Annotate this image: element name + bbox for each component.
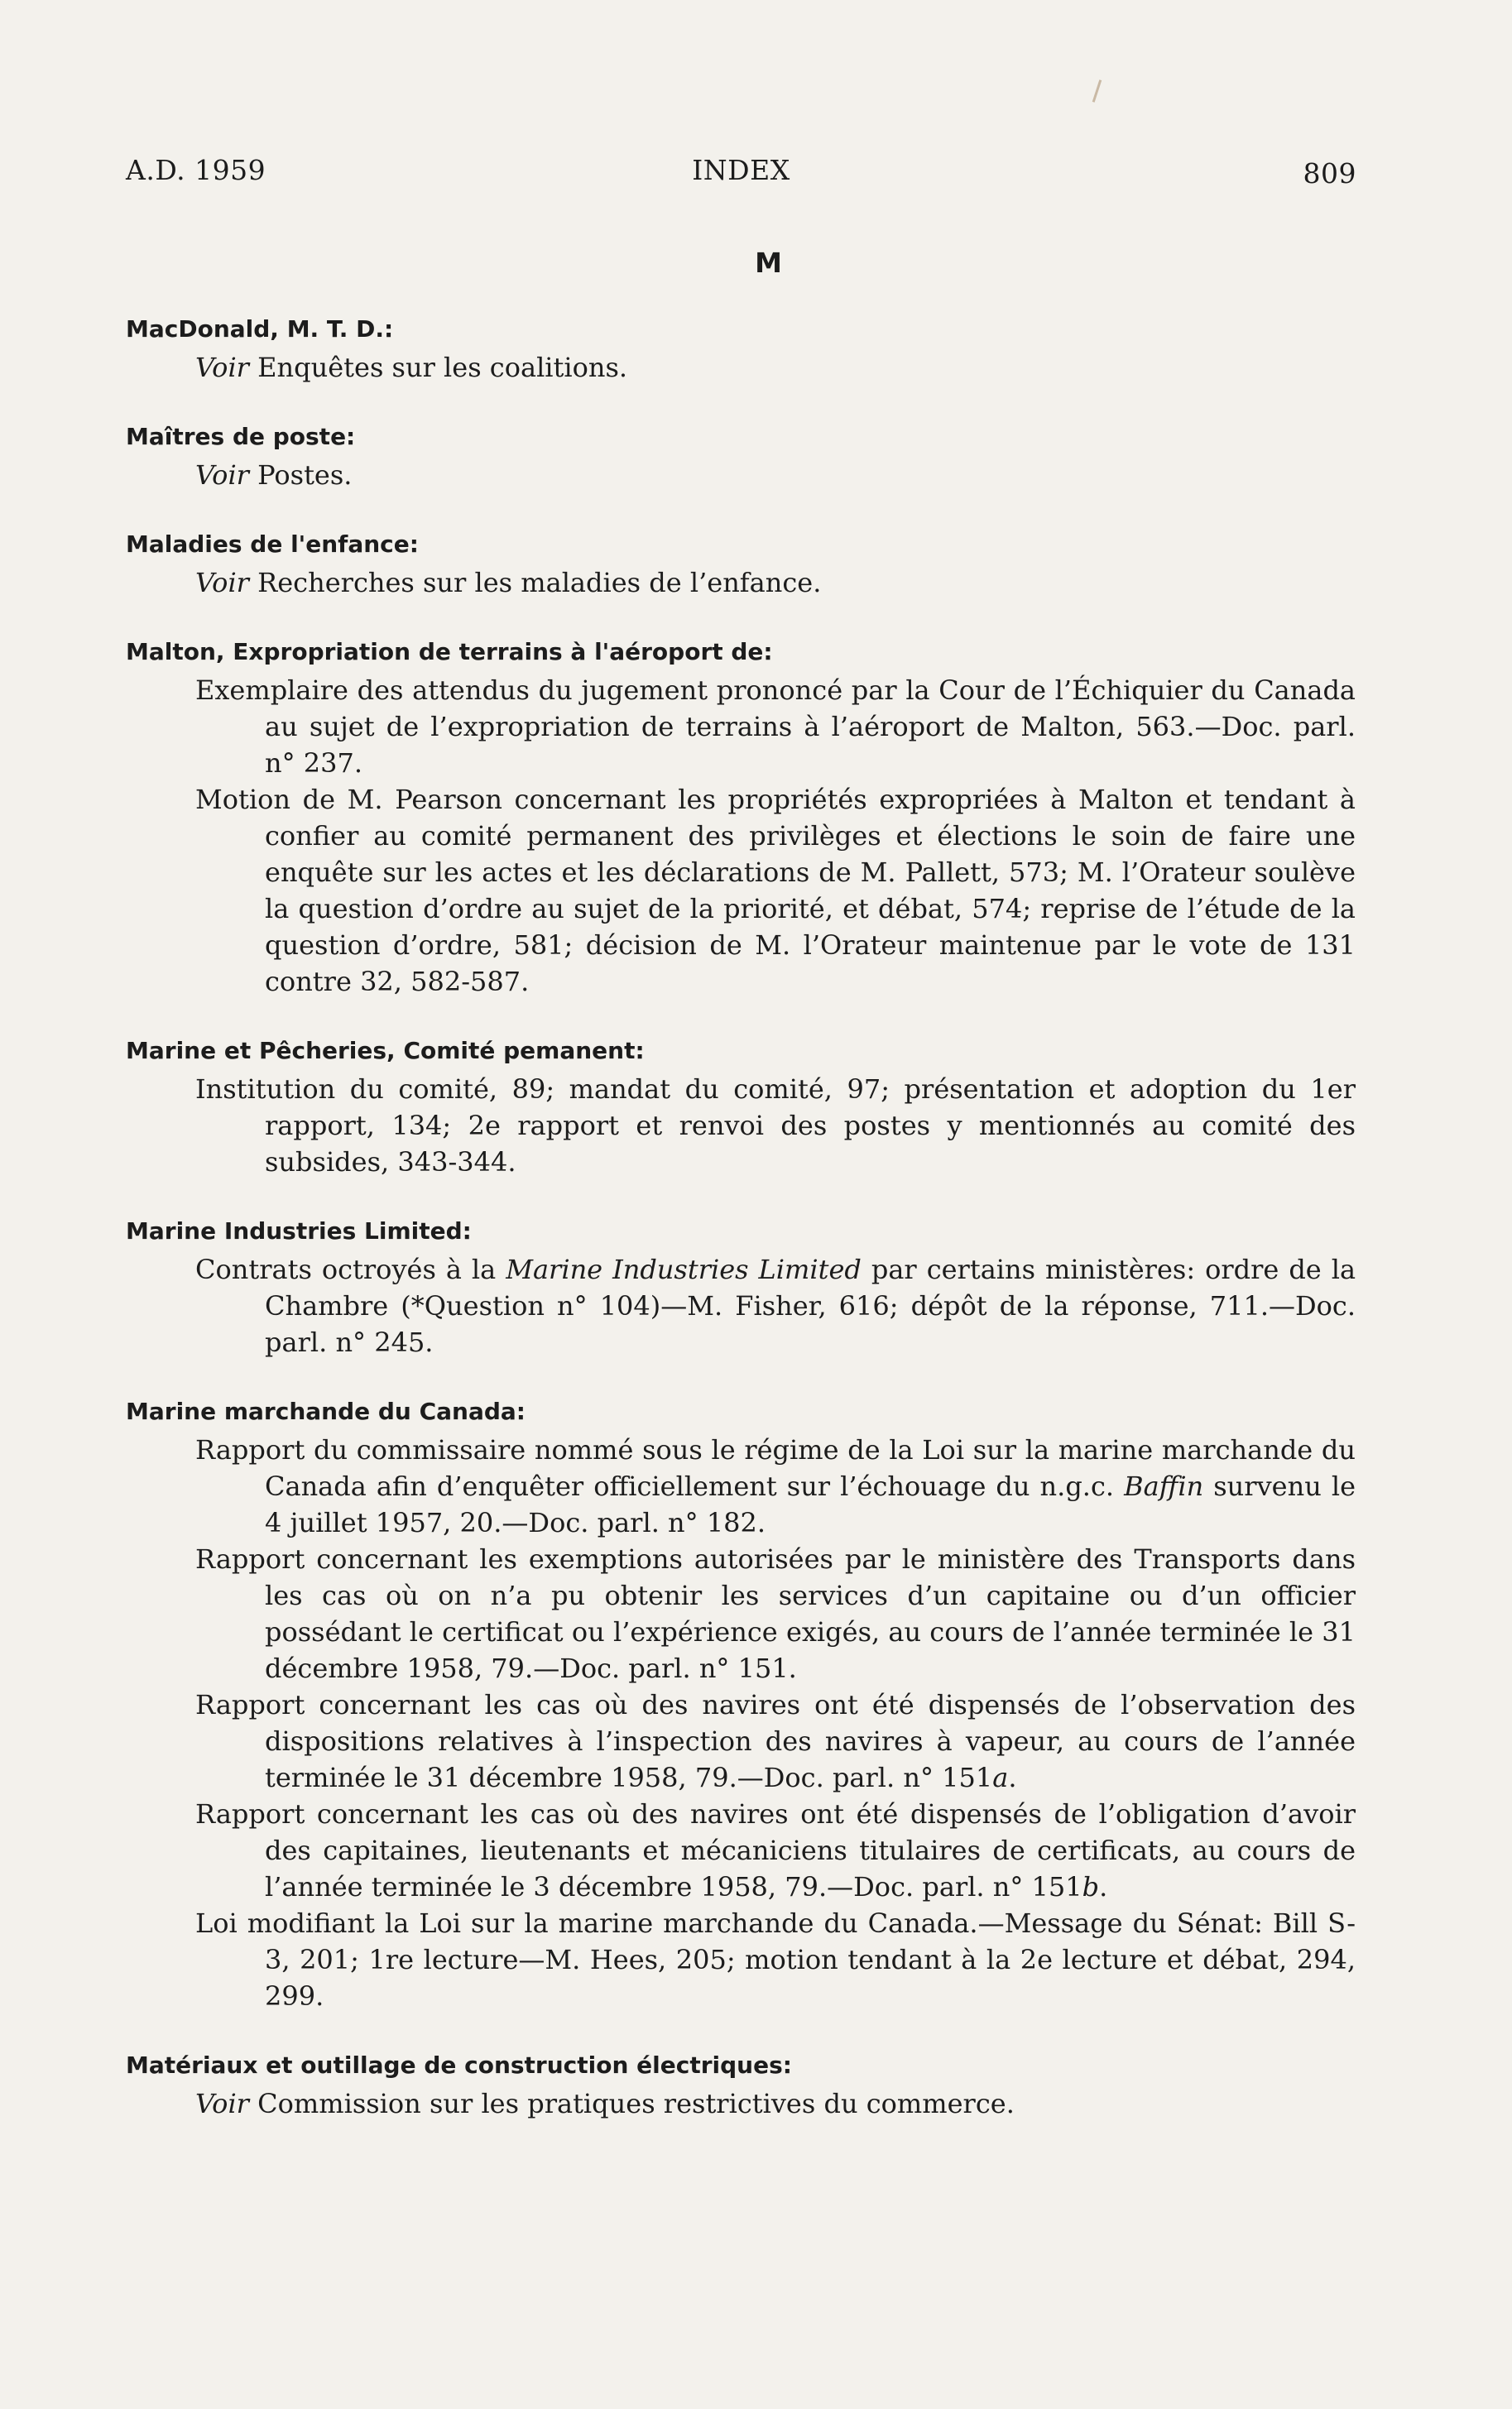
entry-item: Rapport concernant les exemptions autorisées par le ministère des Transports dans les cas où on n’a pu obtenir les services d’un capitaine ou d’un officier possédant le certificat ou l’expérience exigés, au cours de l’année terminée le 31 décembre 1958, 79.—Doc. parl. n° 151. (195, 1543, 1356, 1684)
index-entry (126, 2047, 1356, 2122)
index-entries (126, 311, 1356, 2155)
index-entry (126, 634, 1356, 1000)
index-entry (126, 1394, 1356, 2014)
entry-item (195, 1687, 1356, 1796)
item-text: Rapport concernant les cas où des navires ont été dispensés de l’observation des dispositions relatives à l’inspection des navires à vapeur, au cours de l’année terminée le 31 décembre 1958, 79.—Doc. parl. n° 151 (195, 1689, 1356, 1793)
item-text: par certains ministères: ordre de la Chambre (*Question n° 104)—M. Fisher, 616; dépôt de la réponse, 711.—Doc. parl. n° 245. (265, 1254, 1356, 1358)
index-entry (126, 419, 1356, 493)
index-entry (126, 526, 1356, 601)
entry-item: Motion de M. Pearson concernant les propriétés expropriées à Malton et tendant à confier au comité permanent des privilèges et élections le soin de faire une enquête sur les actes et les déclarations de M. Pallett, 573; M. l’Orateur soulève la question d’ordre au sujet de la priorité, et débat, 574; reprise de l’étude de la question d’ordre, 581; décision de M. l’Orateur maintenue par le vote de 131 contre 32, 582-587. (195, 784, 1356, 997)
running-head (126, 154, 1356, 194)
see-target: Recherches sur les maladies de l’enfance. (248, 567, 822, 598)
entry-heading: Matériaux et outillage de construction électriques: (126, 2051, 792, 2079)
see-prefix: Voir (195, 352, 249, 383)
entry-heading: Malton, Expropriation de terrains à l'aéroport de: (126, 638, 773, 665)
entry-heading: Maladies de l'enfance: (126, 530, 419, 558)
entry-heading: Marine et Pêcheries, Comité pemanent: (126, 1037, 645, 1064)
entry-item (195, 1251, 1356, 1360)
entry-item: Exemplaire des attendus du jugement prononcé par la Cour de l’Échiquier du Canada au sujet de l’expropriation de terrains à l’aéroport de Malton, 563.—Doc. parl. n° 237. (195, 674, 1356, 779)
item-italic-text: b (1082, 1871, 1100, 1903)
see-target: Enquêtes sur les coalitions. (248, 352, 628, 383)
entry-heading: Marine marchande du Canada: (126, 1398, 526, 1425)
entry-item (195, 1796, 1356, 1905)
item-italic-text: Baffin (1124, 1471, 1204, 1502)
entry-item (195, 1432, 1356, 1541)
item-text: Rapport concernant les cas où des navires ont été dispensés de l’obligation d’avoir des capitaines, lieutenants et mécaniciens titulaires de certificats, au cours de l’année terminée le 3 décembre 1958, 79.—Doc. parl. n° 151 (195, 1798, 1356, 1903)
header-year: A.D. 1959 (126, 154, 266, 186)
item-text: survenu le 4 juillet 1957, 20.—Doc. parl. n° 182. (265, 1471, 1356, 1538)
page-number: 809 (1303, 157, 1356, 190)
see-reference (195, 564, 1356, 601)
item-text: Contrats octroyés à la (195, 1254, 506, 1285)
see-prefix: Voir (195, 459, 249, 491)
item-text: . (1008, 1762, 1017, 1793)
see-reference (195, 349, 1356, 386)
item-italic-text: a (992, 1762, 1009, 1793)
entry-heading: Marine Industries Limited: (126, 1217, 472, 1245)
see-prefix: Voir (195, 2088, 249, 2119)
see-target: Commission sur les pratiques restrictives du commerce. (248, 2088, 1015, 2119)
entry-heading: Maîtres de poste: (126, 423, 356, 450)
index-entry (126, 1033, 1356, 1180)
see-target: Postes. (248, 459, 353, 491)
item-italic-text: Marine Industries Limited (506, 1254, 862, 1285)
see-reference (195, 2085, 1356, 2122)
item-text: Rapport du commissaire nommé sous le régime de la Loi sur la marine marchande du Canada afin d’enquêter officiellement sur l’échouage du n.g.c. (195, 1434, 1356, 1502)
see-reference (195, 457, 1356, 493)
index-entry (126, 1213, 1356, 1360)
stray-pencil-mark (1092, 79, 1102, 103)
section-letter: M (755, 247, 782, 279)
header-title: INDEX (692, 154, 790, 186)
item-text: . (1099, 1871, 1108, 1903)
entry-heading: MacDonald, M. T. D.: (126, 315, 394, 343)
index-entry (126, 311, 1356, 386)
see-prefix: Voir (195, 567, 249, 598)
entry-item: Institution du comité, 89; mandat du comité, 97; présentation et adoption du 1er rapport, 134; 2e rapport et renvoi des postes y mentionnés au comité des subsides, 343-344. (195, 1073, 1356, 1178)
entry-item: Loi modifiant la Loi sur la marine marchande du Canada.—Message du Sénat: Bill S-3, 201; 1re lecture—M. Hees, 205; motion tendant à la 2e lecture et débat, 294, 299. (195, 1908, 1356, 2012)
